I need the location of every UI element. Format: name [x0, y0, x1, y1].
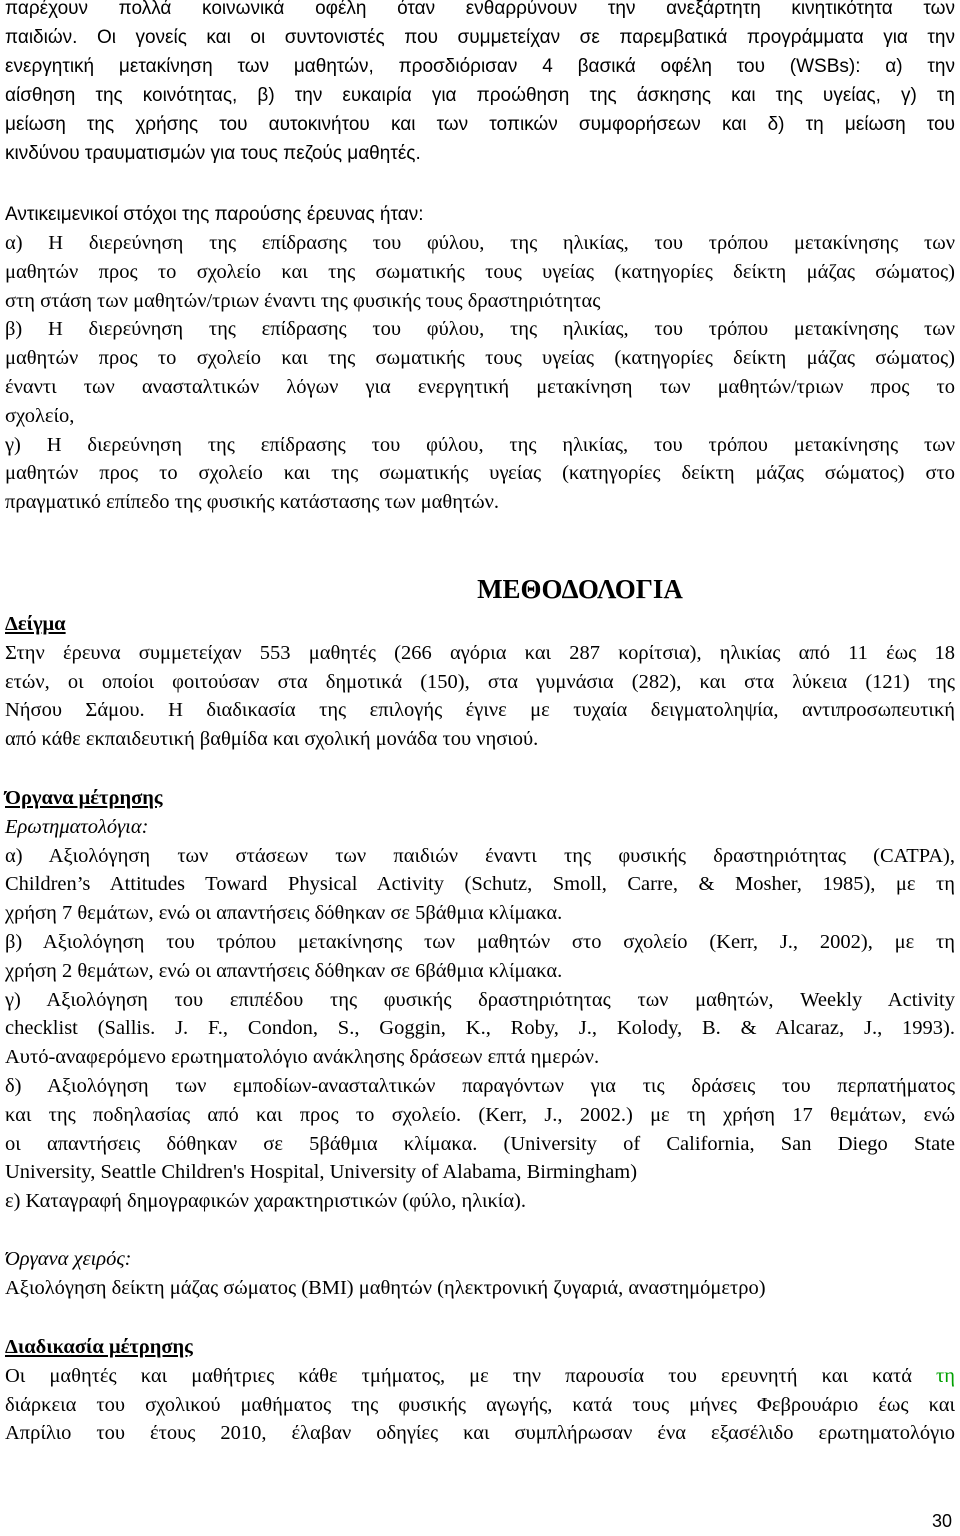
procedure-line-main: Οι μαθητές και μαθήτριες κάθε τμήματος, με την παρουσία του ερευνητή και κατά: [5, 1364, 912, 1387]
instrument-line: γ) Αξιολόγηση του επιπέδου της φυσικής δραστηριότητας των μαθητών, Weekly Activity: [5, 988, 955, 1011]
objectives-list: [5, 229, 955, 517]
procedure-line: Απρίλιο του έτους 2010, έλαβαν οδηγίες και συμπλήρωσαν ένα εξασέλιδο ερωτηματολόγιο: [5, 1422, 955, 1445]
objective-line: μαθητών προς το σχολείο και της σωματικής τους υγείας (κατηγορίες δείκτη μάζας σώματος): [5, 260, 955, 283]
objective-line: μαθητών προς το σχολείο και της σωματικής υγείας (κατηγορίες δείκτη μάζας σώματος) στο: [5, 462, 955, 485]
instruments-section: [5, 784, 955, 1216]
procedure-heading: Διαδικασία μέτρησης: [5, 1336, 193, 1358]
methodology-title: ΜΕΘΟΔΟΛΟΓΙΑ: [477, 574, 683, 604]
objective-line: β) Η διερεύνηση της επίδρασης του φύλου, της ηλικίας, του τρόπου μετακίνησης των: [5, 318, 955, 341]
objective-line: σχολείο,: [5, 404, 75, 427]
procedure-line: διάρκεια του σχολικού μαθήματος της φυσικής αγωγής, κατά τους μήνες Φεβρουάριο έως και: [5, 1393, 955, 1416]
objectives-intro: Αντικειμενικοί στόχοι της παρούσης έρευνας ήταν:: [5, 204, 424, 225]
instrument-line: και της ποδηλασίας από και προς το σχολείο. (Kerr, J., 2002.) με τη χρήση 17 θεμάτων, ενώ: [5, 1103, 955, 1126]
sample-section: [5, 610, 955, 754]
objective-line: στη στάση των μαθητών/τριων έναντι της φυσικής τους δραστηριότητας: [5, 289, 601, 312]
page-number: 30: [931, 1511, 952, 1531]
instrument-line: ε) Καταγραφή δημογραφικών χαρακτηριστικών (φύλο, ηλικία).: [5, 1190, 527, 1213]
procedure-line: [5, 1362, 955, 1391]
sample-line: Νήσου Σάμου. Η διαδικασία της επιλογής έγινε με τυχαία δειγματοληψία, αντιπροσωπευτική: [5, 699, 955, 722]
procedure-section: [5, 1333, 955, 1448]
intro-line: μείωση της χρήσης του αυτοκινήτου και των τοπικών συμφορήσεων και δ) τη μείωση του: [5, 114, 955, 135]
intro-paragraph: [5, 0, 955, 168]
instrument-line: β) Αξιολόγηση του τρόπου μετακίνησης των μαθητών στο σχολείο (Kerr, J., 2002), με τη: [5, 930, 955, 953]
procedure-line-highlight: τη: [936, 1364, 956, 1387]
sample-heading: Δείγμα: [5, 613, 66, 635]
sample-line: από κάθε εκπαιδευτική βαθμίδα και σχολική μονάδα του νησιού.: [5, 728, 539, 751]
objective-line: μαθητών προς το σχολείο και της σωματικής τους υγείας (κατηγορίες δείκτη μάζας σώματος): [5, 347, 955, 370]
objectives-section: [5, 200, 955, 229]
sample-line: ετών, οι οποίοι φοιτούσαν στα δημοτικά (150), στα γυμνάσια (282), και στα λύκεια (121) της: [5, 670, 955, 693]
instrument-line: checklist (Sallis. J. F., Condon, S., Goggin, K., Roby, J., Kolody, B. & Alcaraz, J., 1993).: [5, 1017, 955, 1040]
instrument-line: χρήση 7 θεμάτων, ενώ οι απαντήσεις δόθηκαν σε 5βάθμια κλίμακα.: [5, 902, 563, 925]
instrument-line: α) Αξιολόγηση των στάσεων των παιδιών έναντι της φυσικής δραστηριότητας (CATPA),: [5, 844, 955, 867]
intro-line: κινδύνου τραυματισμών για τους πεζούς μαθητές.: [5, 143, 421, 164]
objective-line: α) Η διερεύνηση της επίδρασης του φύλου, της ηλικίας, του τρόπου μετακίνησης των: [5, 232, 955, 254]
instrument-line: Αυτό-αναφερόμενο ερωτηματολόγιο ανάκλησης δράσεων επτά ημερών.: [5, 1046, 600, 1069]
intro-line: αίσθηση της κοινότητας, β) την ευκαιρία για προώθηση της άσκησης και της υγείας, γ) τη: [5, 85, 955, 106]
sample-line: Στην έρευνα συμμετείχαν 553 μαθητές (266 αγόρια και 287 κορίτσια), ηλικίας από 11 έως 18: [5, 641, 955, 664]
intro-line: ενεργητική μετακίνηση των μαθητών, προσδιόρισαν 4 βασικά οφέλη του (WSBs): α) την: [5, 56, 955, 77]
instrument-line: δ) Αξιολόγηση των εμποδίων-ανασταλτικών παραγόντων για τις δράσεις του περπατήματος: [5, 1074, 955, 1097]
hand-tools-section: [5, 1245, 955, 1303]
hand-tools-line: Αξιολόγηση δείκτη μάζας σώματος (BMI) μαθητών (ηλεκτρονική ζυγαριά, αναστημόμετρο): [5, 1276, 766, 1299]
instrument-line: οι απαντήσεις δόθηκαν σε 5βάθμια κλίμακα. (University of California, San Diego State: [5, 1132, 955, 1155]
questionnaires-subheading: Ερωτηματολόγια:: [5, 815, 149, 838]
instrument-line: Children’s Attitudes Toward Physical Activity (Schutz, Smoll, Carre, & Mosher, 1985), με τη: [5, 873, 955, 896]
objective-line: πραγματικό επίπεδο της φυσικής κατάστασης των μαθητών.: [5, 491, 500, 514]
hand-tools-heading: Όργανα χειρός:: [5, 1248, 132, 1270]
objective-line: γ) Η διερεύνηση της επίδρασης του φύλου, της ηλικίας, του τρόπου μετακίνησης των: [5, 433, 955, 456]
instrument-line: χρήση 2 θεμάτων, ενώ οι απαντήσεις δόθηκαν σε 6βάθμια κλίμακα.: [5, 959, 563, 982]
intro-line: παιδιών. Οι γονείς και οι συντονιστές που συμμετείχαν σε παρεμβατικά προγράμματα για την: [5, 27, 955, 48]
instruments-heading: Όργανα μέτρησης: [5, 787, 163, 809]
objective-line: έναντι των ανασταλτικών λόγων για ενεργητική μετακίνηση των μαθητών/τριων προς το: [5, 375, 955, 398]
instrument-line: University, Seattle Children's Hospital, University of Alabama, Birmingham): [5, 1161, 638, 1184]
intro-line: παρέχουν πολλά κοινωνικά οφέλη όταν ενθαρρύνουν την ανεξάρτητη κινητικότητα των: [5, 0, 955, 19]
